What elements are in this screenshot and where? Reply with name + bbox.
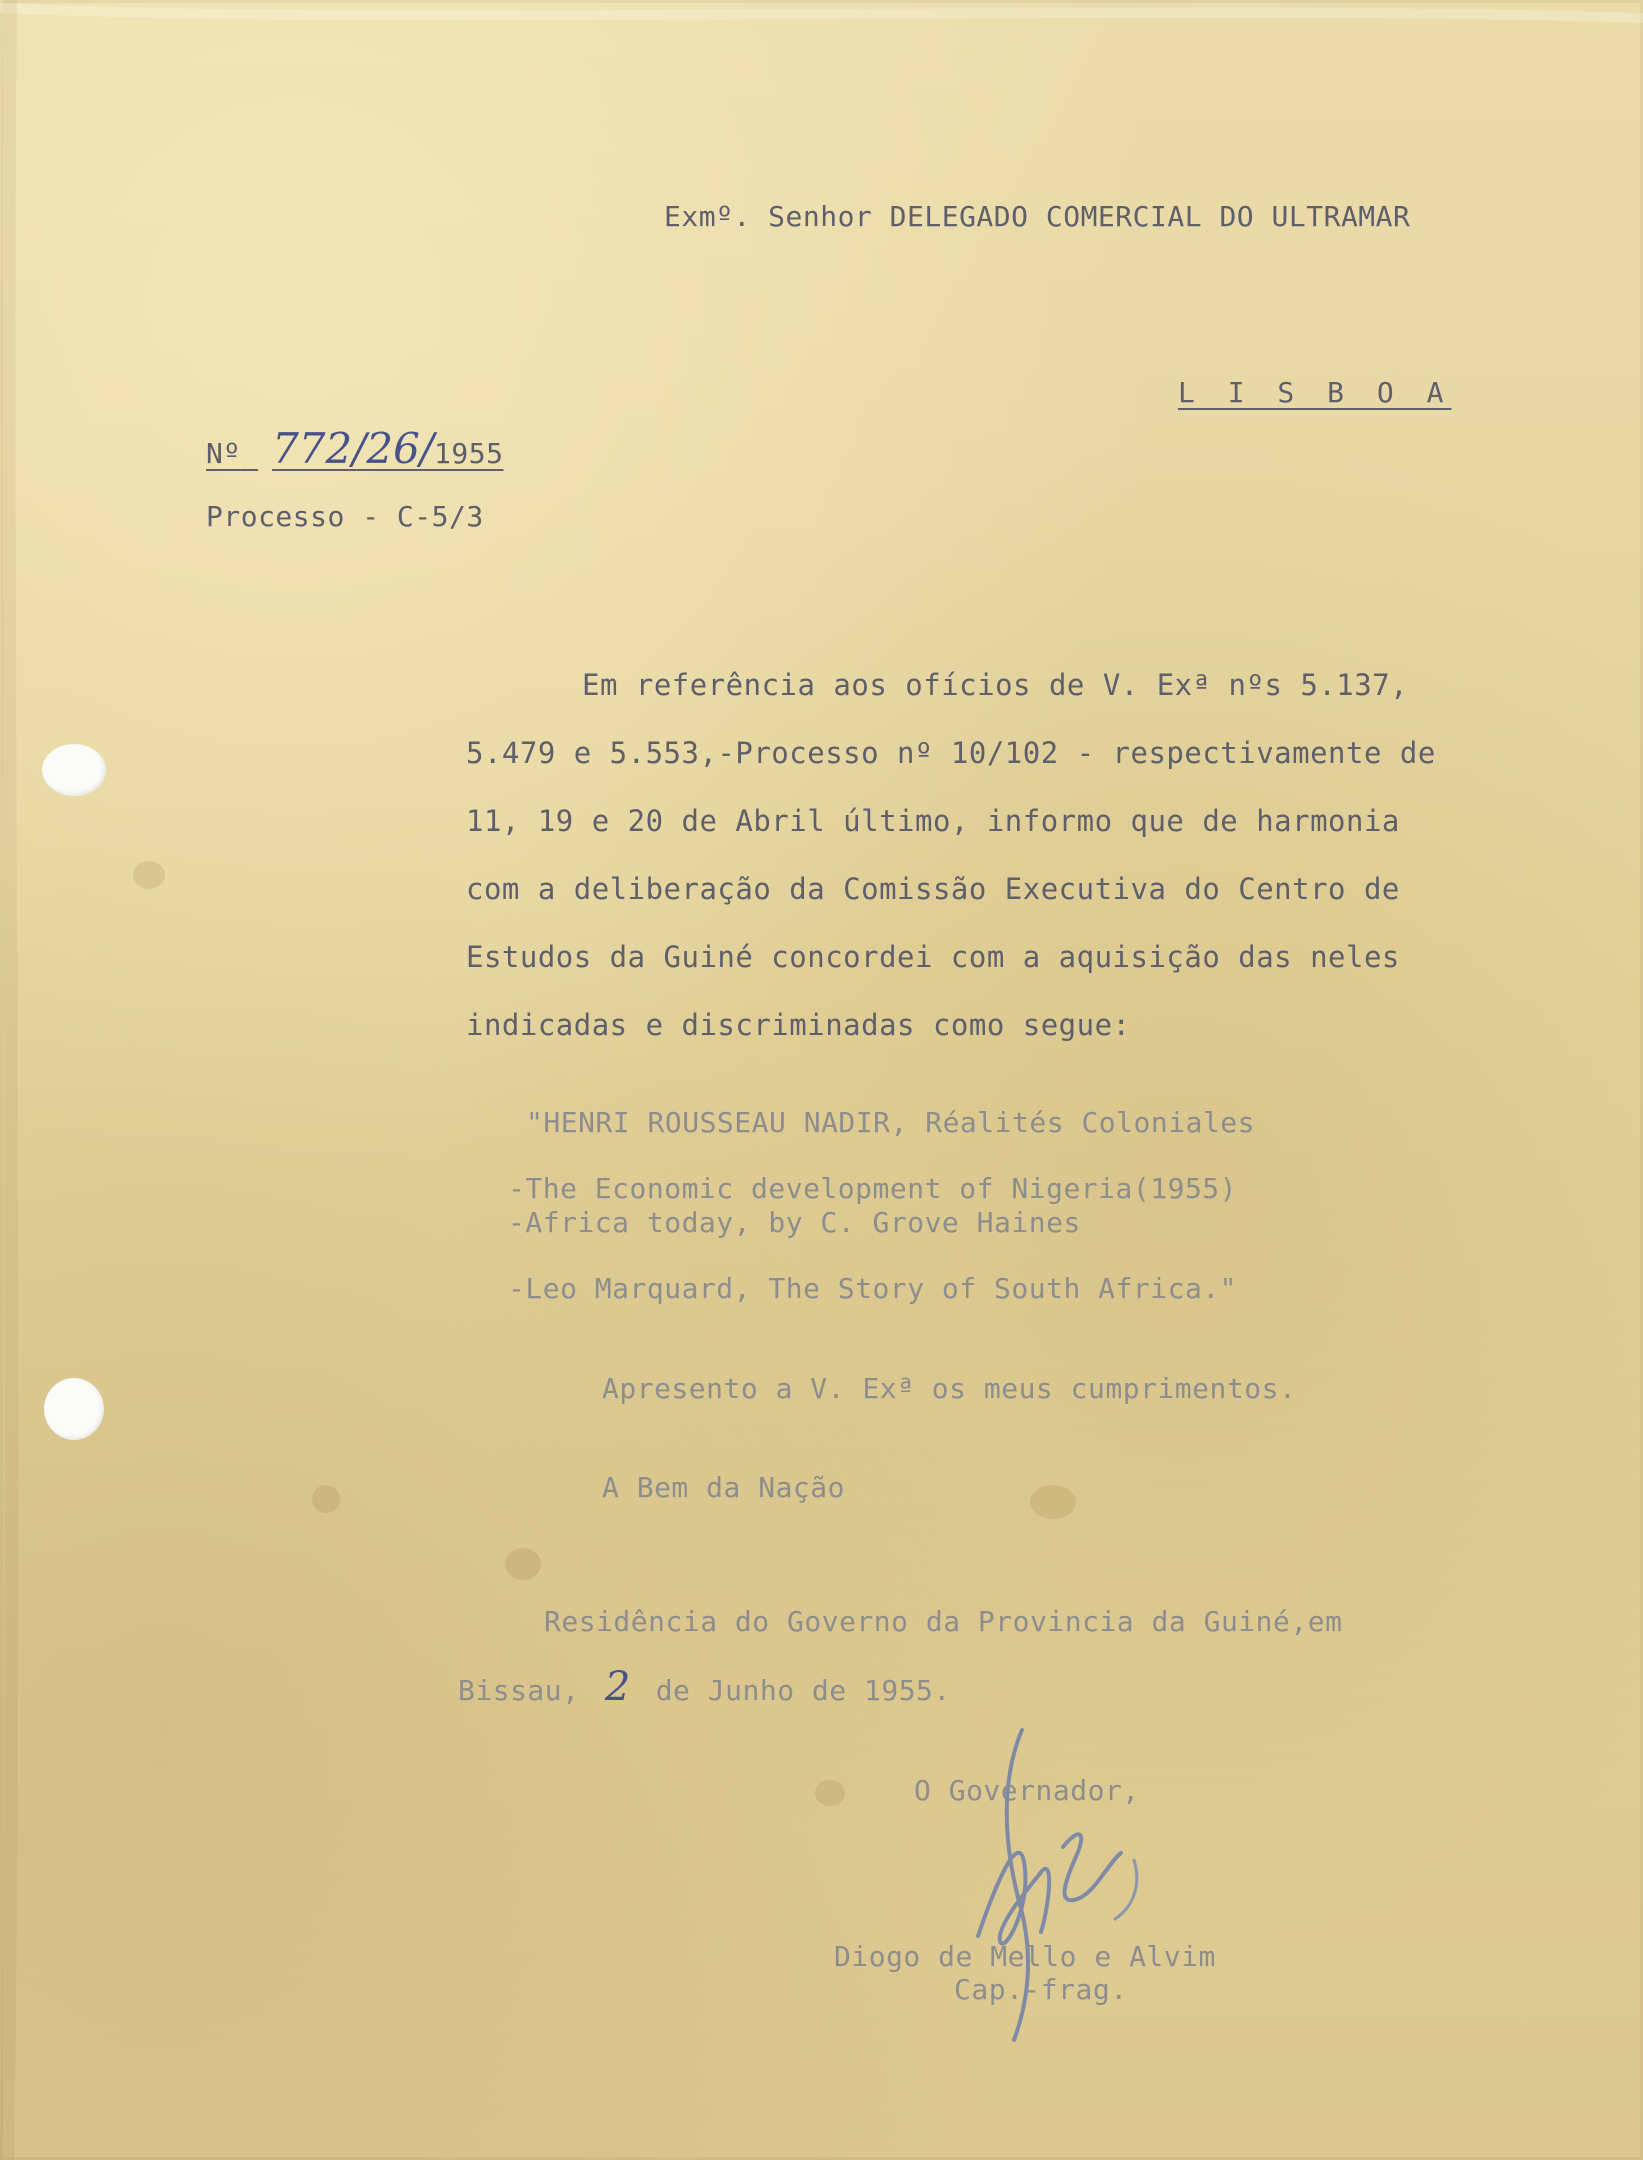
punch-hole-top — [42, 744, 106, 796]
reference-number-prefix: Nº — [206, 437, 241, 470]
paper-stain — [1030, 1485, 1076, 1519]
process-reference: Processo - C-5/3 — [206, 500, 484, 533]
signatory-name: Diogo de Mello e Alvim — [834, 1940, 1216, 1973]
date-day-handwritten: 2 — [604, 1664, 631, 1710]
body-line-3: 11, 19 e 20 de Abril último, informo que de harmonia — [466, 804, 1400, 838]
book-item-2: -The Economic development of Nigeria(1955) — [508, 1172, 1238, 1205]
handwritten-signature — [930, 1710, 1190, 2070]
body-line-5: Estudos da Guiné concordei com a aquisição das neles — [466, 940, 1400, 974]
reference-number — [206, 424, 504, 473]
book-item-4: -Leo Marquard, The Story of South Africa." — [508, 1272, 1238, 1305]
book-item-1: "HENRI ROUSSEAU NADIR, Réalités Coloniales — [526, 1106, 1256, 1139]
closing-line: Apresento a V. Exª os meus cumprimentos. — [602, 1372, 1297, 1405]
salutation: A Bem da Nação — [602, 1471, 846, 1504]
paper-stain — [505, 1548, 541, 1580]
signatory-rank: Cap.-frag. — [954, 1973, 1128, 2006]
paper-stain — [133, 861, 165, 889]
place-line: Residência do Governo da Provincia da Guiné,em — [544, 1605, 1343, 1638]
date-line-start: Bissau, — [458, 1674, 580, 1707]
punch-hole-bottom — [44, 1378, 104, 1440]
paper-stain — [312, 1485, 340, 1513]
reference-number-year: 1955 — [434, 437, 504, 470]
body-line-6: indicadas e discriminadas como segue: — [466, 1008, 1131, 1042]
addressee-city: L I S B O A — [1178, 376, 1452, 409]
reference-number-handwritten: 772/26/ — [272, 424, 434, 473]
body-line-4: com a deliberação da Comissão Executiva do Centro de — [466, 872, 1400, 906]
paper-stain — [815, 1780, 845, 1806]
signatory-role: O Governador, — [914, 1774, 1140, 1807]
date-line — [458, 1664, 951, 1710]
book-item-3: -Africa today, by C. Grove Haines — [508, 1206, 1081, 1239]
body-line-2: 5.479 e 5.553,-Processo nº 10/102 - respectivamente de — [466, 736, 1436, 770]
addressee-title: Exmº. Senhor DELEGADO COMERCIAL DO ULTRAMAR — [664, 200, 1411, 233]
body-line-1: Em referência aos ofícios de V. Exª nºs 5.137, — [582, 668, 1409, 702]
date-line-end: de Junho de 1955. — [655, 1674, 951, 1707]
